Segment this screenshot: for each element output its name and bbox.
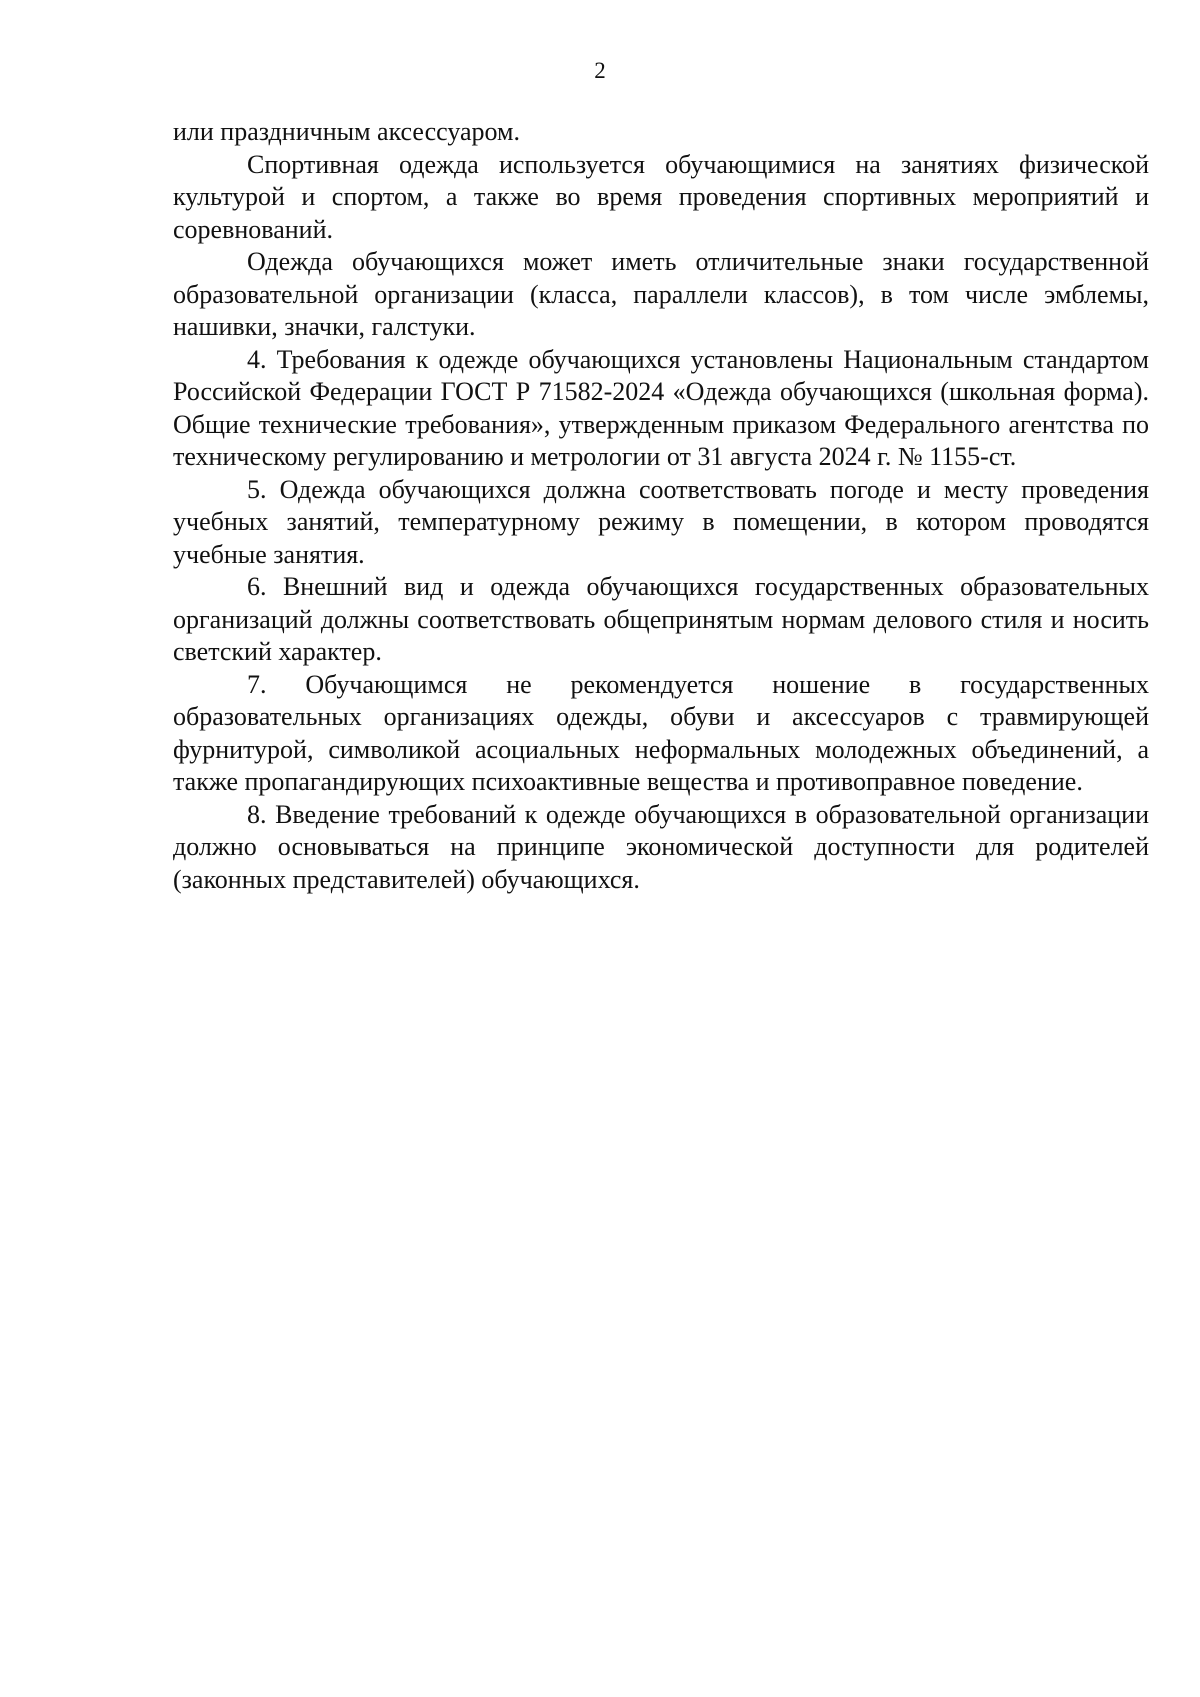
paragraph-continuation: или праздничным аксессуаром. <box>173 117 520 146</box>
paragraph-sportswear: Спортивная одежда используется обучающимися на занятиях физической культурой и спортом, а также во время проведения спортивных мероприятий и соревнований. <box>173 149 1149 244</box>
paragraph-item-4: 4. Требования к одежде обучающихся установлены Национальным стандартом Российской Федерации ГОСТ Р 71582-2024 «Одежда обучающихся (школьная форма). Общие технические требования», утвержденным приказом Федерального агентства по техническому регулированию и метрологии от 31 августа 2024 г. № 1155-ст. <box>173 344 1149 471</box>
paragraph-item-8: 8. Введение требований к одежде обучающихся в образовательной организации должно основываться на принципе экономической доступности для родителей (законных представителей) обучающихся. <box>173 799 1149 894</box>
paragraph-item-6: 6. Внешний вид и одежда обучающихся государственных образовательных организаций должны соответствовать общепринятым нормам делового стиля и носить светский характер. <box>173 572 1149 666</box>
page-number: 2 <box>594 58 606 83</box>
paragraph-item-5: 5. Одежда обучающихся должна соответствовать погоде и месту проведения учебных занятий, температурному режиму в помещении, в котором проводятся учебные занятия. <box>173 474 1149 569</box>
paragraph-item-7: 7. Обучающимся не рекомендуется ношение в государственных образовательных организациях одежды, обуви и аксессуаров с травмирующей фурнитурой, символикой асоциальных неформальных молодежных объединений, а также пропагандирующих психоактивные вещества и противоправное поведение. <box>173 669 1149 796</box>
paragraph-distinctive-signs: Одежда обучающихся может иметь отличительные знаки государственной образовательной организации (класса, параллели классов), в том числе эмблемы, нашивки, значки, галстуки. <box>173 247 1149 341</box>
document-body <box>173 116 1149 896</box>
